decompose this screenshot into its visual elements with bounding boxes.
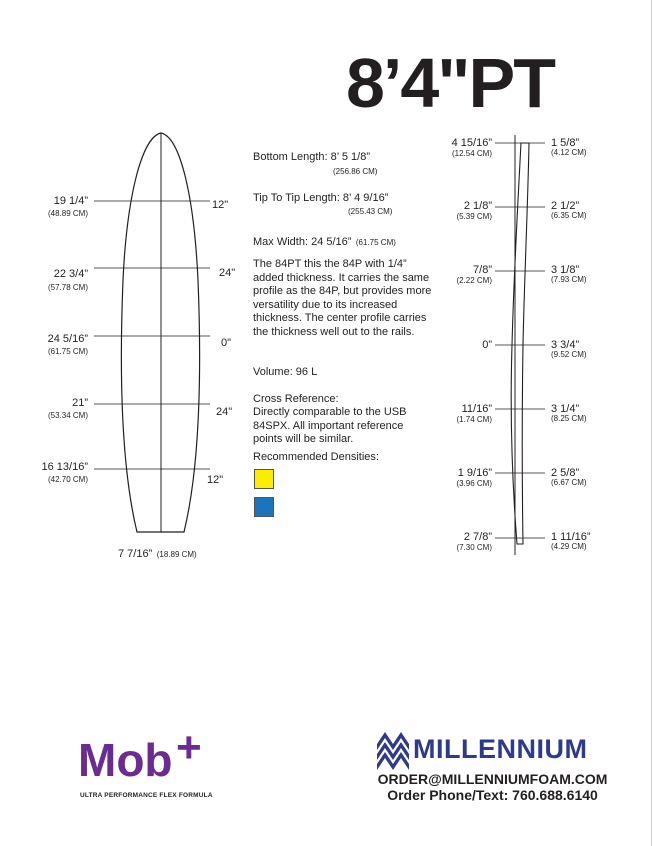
profile-right-value: 2 1/2” bbox=[551, 200, 580, 212]
profile-right-cm: (4.29 CM) bbox=[551, 542, 587, 551]
profile-right-value: 2 5/8” bbox=[551, 467, 580, 479]
cross-reference-heading: Cross Reference: bbox=[253, 393, 339, 405]
profile-right-value: 3 1/4” bbox=[551, 403, 580, 415]
outline-width-value: 16 13/16” bbox=[41, 461, 88, 473]
profile-left-cm: (7.30 CM) bbox=[456, 543, 492, 552]
tip-length: Tip To Tip Length: 8’ 4 9/16” bbox=[253, 192, 389, 204]
profile-right-value: 3 1/8” bbox=[551, 264, 580, 276]
max-width-value: Max Width: 24 5/16” bbox=[253, 236, 352, 248]
outline-width-value: 24 5/16” bbox=[47, 333, 88, 345]
profile-left-value: 2 1/8” bbox=[463, 200, 492, 212]
profile-left-value: 0” bbox=[482, 339, 492, 351]
outline-position-label: 24" bbox=[219, 267, 236, 279]
mob-tagline: ULTRA PERFORMANCE FLEX FORMULA bbox=[80, 792, 213, 799]
profile-right-cm: (6.35 CM) bbox=[551, 211, 587, 220]
mob-logo-text: Mob bbox=[78, 734, 173, 786]
profile-right-cm: (7.93 CM) bbox=[551, 275, 587, 284]
order-phone: Order Phone/Text: 760.688.6140 bbox=[387, 787, 598, 803]
profile-shape bbox=[511, 143, 529, 544]
order-email: ORDER@MILLENNIUMFOAM.COM bbox=[377, 771, 608, 787]
profile-left-cm: (5.39 CM) bbox=[456, 212, 492, 221]
outline-width-value: 22 3/4” bbox=[53, 268, 88, 280]
densities-heading: Recommended Densities: bbox=[253, 451, 379, 463]
profile-right-cm: (8.25 CM) bbox=[551, 414, 587, 423]
profile-right-value: 1 5/8” bbox=[551, 137, 580, 149]
profile-left-cm: (3.96 CM) bbox=[456, 479, 492, 488]
outline-width-value: 21” bbox=[72, 397, 88, 409]
profile-left-value: 7/8” bbox=[473, 264, 492, 276]
outline-width-cm: (48.89 CM) bbox=[47, 209, 88, 218]
profile-left-cm: (2.22 CM) bbox=[456, 276, 492, 285]
outline-width-cm: (61.75 CM) bbox=[47, 347, 88, 356]
max-width-cm: (61.75 CM) bbox=[355, 238, 396, 247]
mob-logo-plus: + bbox=[176, 723, 202, 772]
outline-width-cm: (57.78 CM) bbox=[47, 283, 88, 292]
profile-left-value: 2 7/8” bbox=[463, 531, 492, 543]
outline-position-label: 12" bbox=[207, 474, 224, 486]
profile-left-value: 1 9/16” bbox=[457, 467, 492, 479]
tail-width-value: 7 7/16” bbox=[118, 548, 153, 560]
density-swatch-yellow bbox=[254, 469, 274, 489]
tail-width-cm: (18.89 CM) bbox=[156, 550, 197, 559]
profile-left-cm: (1.74 CM) bbox=[456, 415, 492, 424]
profile-right-value: 3 3/4” bbox=[551, 339, 580, 351]
profile-left-cm: (12.54 CM) bbox=[451, 149, 492, 158]
board-model-title: 8’4"PT bbox=[346, 44, 554, 122]
tip-length-cm: (255.43 CM) bbox=[348, 207, 393, 216]
profile-right-cm: (4.12 CM) bbox=[551, 148, 587, 157]
millennium-logo-text: MILLENNIUM bbox=[413, 734, 588, 764]
millennium-wave-logo bbox=[377, 732, 409, 770]
volume: Volume: 96 L bbox=[253, 366, 318, 378]
profile-left-value: 4 15/16” bbox=[451, 137, 492, 149]
density-swatch-blue bbox=[254, 497, 274, 517]
profile-left-value: 11/16” bbox=[461, 403, 492, 415]
profile-right-cm: (6.67 CM) bbox=[551, 478, 587, 487]
outline-width-value: 19 1/4” bbox=[53, 195, 88, 207]
outline-position-label: 12" bbox=[212, 199, 229, 211]
bottom-length: Bottom Length: 8’ 5 1/8” bbox=[253, 151, 370, 163]
profile-right-cm: (9.52 CM) bbox=[551, 350, 587, 359]
max-width bbox=[253, 232, 396, 250]
outline-width-cm: (42.70 CM) bbox=[47, 475, 88, 484]
tail-width bbox=[118, 544, 197, 562]
outline-width-cm: (53.34 CM) bbox=[47, 411, 88, 420]
outline-position-label: 24" bbox=[216, 406, 233, 418]
cross-reference-text: Directly comparable to the USB 84SPX. All important reference points will be similar. bbox=[253, 406, 407, 445]
outline-position-label: 0" bbox=[221, 337, 232, 349]
bottom-length-cm: (256.86 CM) bbox=[333, 167, 378, 176]
profile-right-value: 1 11/16” bbox=[551, 531, 591, 543]
board-description: The 84PT this the 84P with 1/4” added thickness. It carries the same profile as the 84P, but provides more versatility due to its increased thickness. The center profile carries the thickness well out to the rails. bbox=[253, 258, 432, 338]
